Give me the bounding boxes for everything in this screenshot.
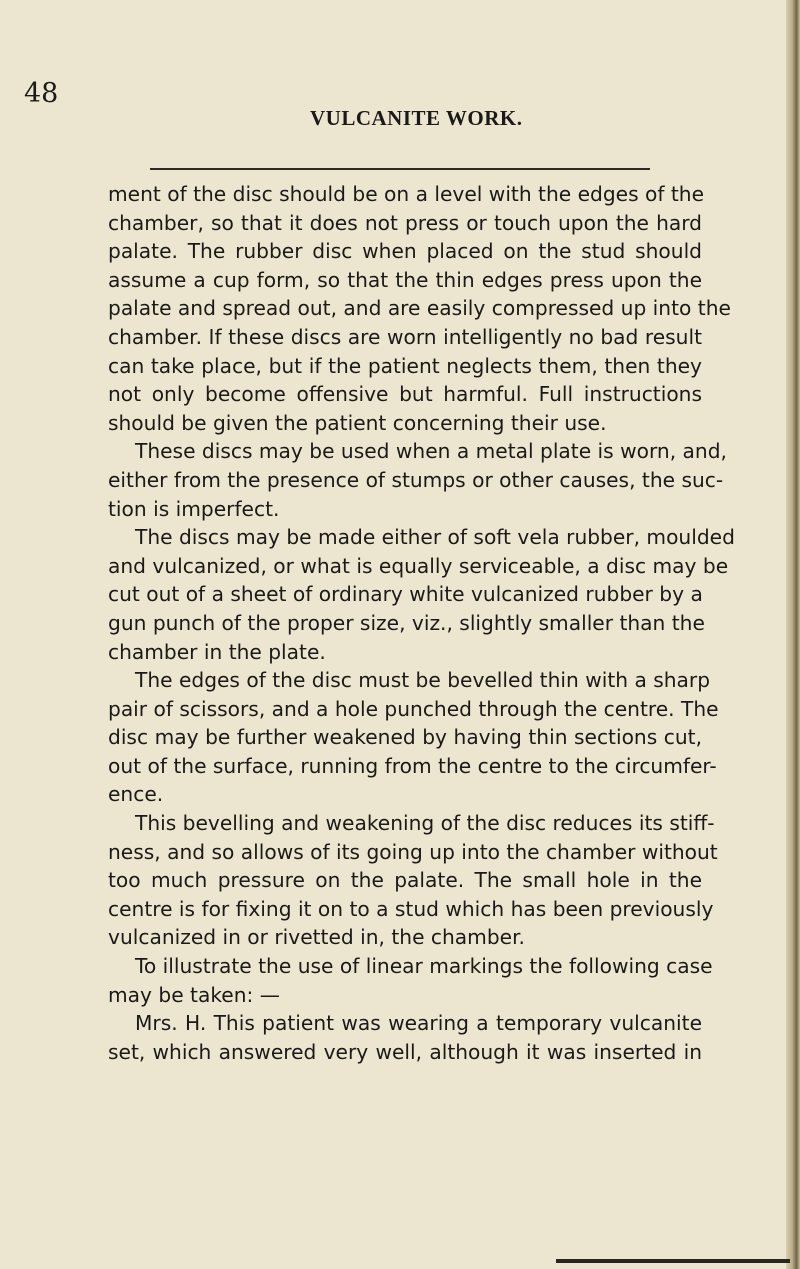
text-line: These discs may be used when a metal plate is worn, and, — [135, 439, 727, 464]
text-line: To illustrate the use of linear markings the following case — [135, 954, 713, 979]
text-line: tion is imperfect. — [108, 496, 280, 521]
text-line: palate and spread out, and are easily compressed up into the — [108, 296, 731, 321]
text-line: centre is for fixing it on to a stud which has been previously — [108, 896, 714, 921]
text-line: out of the surface, running from the centre to the circumfer- — [108, 753, 717, 778]
text-line: pair of scissors, and a hole punched through the centre. The — [108, 696, 719, 721]
text-line: cut out of a sheet of ordinary white vulcanized rubber by a — [108, 582, 703, 607]
bottom-edge-rule — [556, 1259, 790, 1263]
text-line: The edges of the disc must be bevelled thin with a sharp — [135, 668, 711, 693]
page-number: 48 — [24, 78, 59, 109]
text-line: This bevelling and weakening of the disc reduces its stiff- — [135, 811, 715, 836]
text-line: disc may be further weakened by having thin sections cut, — [108, 725, 702, 750]
text-line: should be given the patient concerning their use. — [108, 410, 607, 435]
text-line: chamber. If these discs are worn intelligently no bad result — [108, 324, 702, 349]
text-line: ment of the disc should be on a level with the edges of the — [108, 182, 705, 206]
text-line: palate. The rubber disc when placed on the stud should — [108, 239, 702, 264]
text-line: chamber, so that it does not press or touch upon the hard — [108, 210, 702, 235]
text-line: assume a cup form, so that the thin edges press upon the — [108, 267, 702, 292]
text-line: chamber in the plate. — [108, 639, 326, 664]
body-text — [108, 180, 735, 1066]
text-line: Mrs. H. This patient was wearing a temporary vulcanite — [135, 1011, 702, 1036]
text-line: may be taken: — — [108, 982, 280, 1007]
text-line: The discs may be made either of soft vela rubber, moulded — [135, 525, 735, 550]
text-line: too much pressure on the palate. The small hole in the — [108, 868, 702, 893]
header-rule — [150, 168, 650, 170]
text-line: vulcanized in or rivetted in, the chamber. — [108, 925, 525, 950]
text-line: gun punch of the proper size, viz., slightly smaller than the — [108, 610, 705, 635]
text-line: ence. — [108, 782, 164, 807]
text-line: not only become offensive but harmful. Full instructions — [108, 382, 702, 407]
page-edge-shadow — [786, 0, 800, 1269]
running-head: VULCANITE WORK. — [310, 106, 523, 130]
text-line: ness, and so allows of its going up into the chamber without — [108, 839, 718, 864]
text-line: either from the presence of stumps or other causes, the suc- — [108, 467, 724, 492]
text-line: set, which answered very well, although it was inserted in — [108, 1039, 702, 1064]
text-line: and vulcanized, or what is equally serviceable, a disc may be — [108, 553, 729, 578]
text-line: can take place, but if the patient neglects them, then they — [108, 353, 702, 378]
